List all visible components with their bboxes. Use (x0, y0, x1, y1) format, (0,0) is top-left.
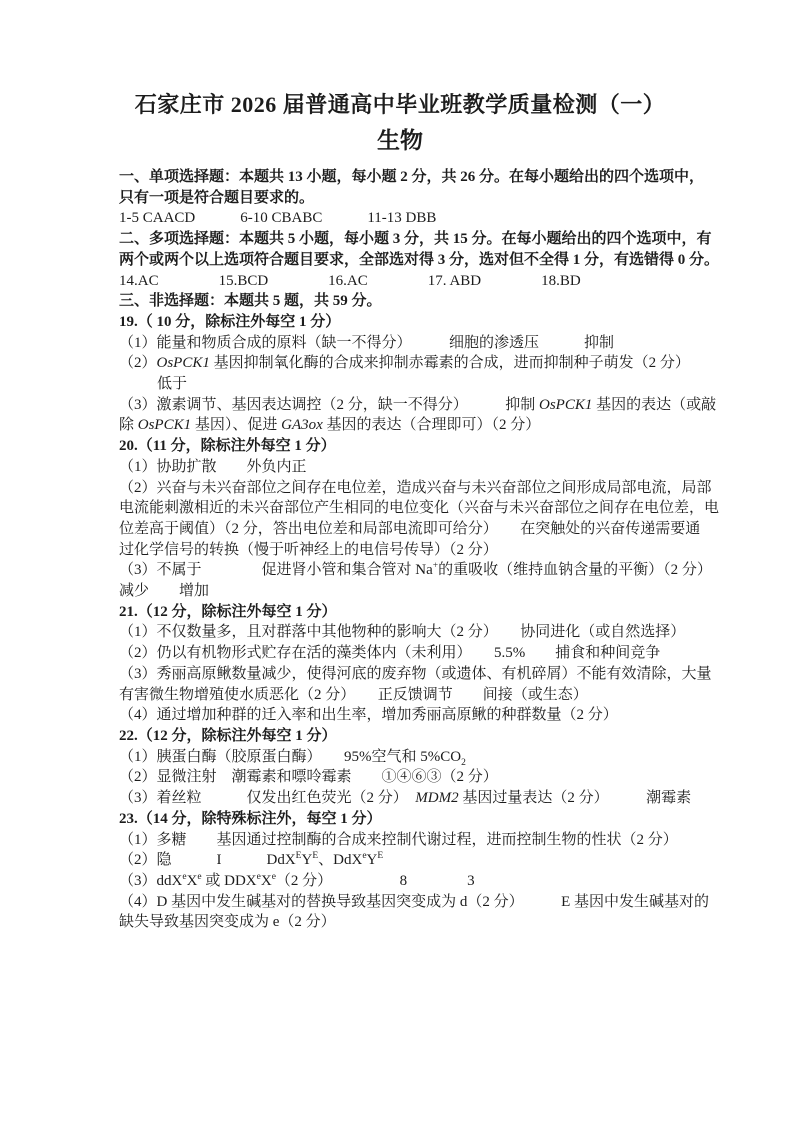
text-line (119, 809, 681, 830)
script-text: e (271, 871, 276, 882)
line-text: X (260, 872, 272, 889)
text-line (119, 498, 720, 519)
line-text: （3）秀丽高原鳅数量减少，使得河底的废弃物（或遗体、有机碎屑）不能有效清除，大量 (119, 665, 712, 682)
line-text: 电流能刺激相近的未兴奋部位产生相同的电位变化（兴奋与未兴奋部位之间存在电位差，电 (119, 500, 720, 517)
script-text: 2 (461, 757, 466, 768)
line-text: （3）ddX (119, 872, 183, 889)
line-text: Y (301, 852, 313, 869)
line-text: （2）兴奋与未兴奋部位之间存在电位差，造成兴奋与未兴奋部位之间形成局部电流，局部 (119, 479, 712, 496)
text-line (119, 374, 681, 395)
document-content (119, 88, 720, 933)
line-text: 缺失导致基因突变成为 e（2 分） (119, 914, 336, 931)
gene-name: OsPCK1 (137, 417, 192, 434)
line-text: （1）多糖 基因通过控制酶的合成来控制代谢过程，进而控制生物的性状（2 分） (119, 831, 678, 848)
script-text: E (295, 851, 302, 862)
script-text: e (197, 871, 202, 882)
line-text: （1）协助扩散 外负内正 (119, 458, 307, 475)
line-text: 的重吸收（维持血钠含量的平衡）（2 分） (438, 562, 712, 579)
text-line (119, 581, 681, 602)
line-text: 19.（ 10 分，除标注外每空 1 分） (119, 313, 341, 330)
line-text: 两个或两个以上选项符合题目要求，全部选对得 3 分，选对但不全得 1 分，有选错得 0 分。 (119, 251, 720, 268)
text-line (119, 353, 690, 374)
line-text: （2）仍以有机物形式贮存在活的藻类体内（未利用） 5.5% 捕食和种间竞争 (119, 645, 661, 662)
line-text: 减少 增加 (119, 583, 210, 600)
gene-name: OsPCK1 (539, 396, 593, 413)
text-line (119, 767, 681, 788)
line-text: 低于 (157, 376, 188, 393)
line-text: （2）隐 I DdX (119, 852, 296, 869)
line-text: 20.（11 分，除标注外每空 1 分） (119, 438, 336, 455)
line-text: 或 DDX (201, 872, 257, 889)
text-line (119, 664, 712, 685)
line-text: 有害微生物增殖使水质恶化（2 分） 正反馈调节 间接（或生态） (119, 686, 588, 703)
text-line (119, 291, 681, 312)
text-line (119, 478, 712, 499)
text-line (119, 643, 681, 664)
line-text: （3）激素调节、基因表达调控（2 分，缺一不得分） 抑制 (119, 396, 540, 413)
text-line (119, 622, 686, 643)
text-line (119, 395, 717, 416)
text-line (119, 560, 712, 581)
exam-subject: 生物 (377, 128, 423, 153)
line-text: （1）胰蛋白酶（胶原蛋白酶） 95%空气和 5%CO (119, 748, 462, 765)
script-text: e (256, 871, 261, 882)
script-text: e (362, 851, 367, 862)
line-text: 只有一项是符合题目要求的。 (119, 189, 315, 206)
text-line (119, 229, 712, 250)
line-text: Y (366, 852, 378, 869)
text-line (119, 271, 681, 292)
gene-name: GA3ox (281, 417, 323, 434)
exam-title: 石家庄市 2026 届普通高中毕业班教学质量检测（一） (134, 92, 666, 117)
script-text: E (377, 851, 384, 862)
line-text: 二、多项选择题：本题共 5 小题，每小题 3 分，共 15 分。在每小题给出的四个选项中，有 (119, 231, 712, 248)
script-text: e (182, 871, 187, 882)
line-text: （2 分） 8 3 (275, 872, 475, 889)
text-line (119, 685, 681, 706)
line-text: X (186, 872, 198, 889)
line-text: 基因抑制氧化酶的合成来抑制赤霉素的合成，进而抑制种子萌发（2 分） (209, 355, 690, 372)
text-line (119, 167, 705, 188)
line-text: 基因的表达（合理即可）（2 分） (322, 417, 541, 434)
line-text: （4）D 基因中发生碱基对的替换导致基因突变成为 d（2 分） E 基因中发生碱基对的 (119, 893, 709, 910)
line-text: 基因的表达（或敲 (592, 396, 717, 413)
line-text: 除 (119, 417, 138, 434)
line-text: （1）能量和物质合成的原料（缺一不得分） 细胞的渗透压 抑制 (119, 334, 615, 351)
line-text: 三、非选择题：本题共 5 题，共 59 分。 (119, 293, 382, 310)
text-line (119, 788, 692, 809)
text-line (119, 333, 681, 354)
text-line (119, 892, 709, 913)
answer-lines (119, 167, 720, 933)
line-text: （2） (119, 355, 157, 372)
text-line (119, 457, 681, 478)
gene-name: MDM2 (415, 790, 459, 807)
text-line (119, 519, 701, 540)
line-text: （1）不仅数量多，且对群落中其他物种的影响大（2 分） 协同进化（或自然选择） (119, 624, 686, 641)
text-line (119, 436, 681, 457)
line-text: 1-5 CAACD 6-10 CBABC 11-13 DBB (119, 210, 437, 227)
line-text: （3）着丝粒 仅发出红色荧光（2 分） (119, 790, 416, 807)
text-line (119, 726, 681, 747)
line-text: （2）显微注射 潮霉素和嘌呤霉素 ①④⑥③（2 分） (119, 769, 498, 786)
text-line (119, 850, 681, 871)
line-text: 22.（12 分，除标注外每空 1 分） (119, 727, 337, 744)
text-line (119, 871, 681, 892)
text-line (119, 415, 681, 436)
text-line (119, 830, 681, 851)
text-line (119, 312, 681, 333)
script-text: + (432, 561, 439, 572)
text-line (119, 208, 681, 229)
line-text: 基因过量表达（2 分） 潮霉素 (458, 790, 692, 807)
line-text: 基因）、促进 (191, 417, 282, 434)
line-text: （4）通过增加种群的迁入率和出生率，增加秀丽高原鳅的种群数量（2 分） (119, 707, 618, 724)
line-text: 、DdX (318, 852, 363, 869)
text-line (119, 705, 681, 726)
line-text: 23.（14 分，除特殊标注外，每空 1 分） (119, 810, 382, 827)
text-line (119, 747, 681, 768)
line-text: 位差高于阈值）（2 分，答出电位差和局部电流即可给分） 在突触处的兴奋传递需要通 (119, 520, 701, 537)
line-text: 一、单项选择题：本题共 13 小题，每小题 2 分，共 26 分。在每小题给出的四个选项中， (119, 169, 705, 185)
line-text: 过化学信号的转换（慢于听神经上的电信号传导）（2 分） (119, 541, 498, 558)
text-line (119, 912, 681, 933)
text-line (119, 188, 681, 209)
text-line (119, 602, 681, 623)
line-text: 21.（12 分，除标注外每空 1 分） (119, 603, 337, 620)
line-text: （3）不属于 促进肾小管和集合管对 Na (119, 562, 433, 579)
script-text: E (312, 851, 319, 862)
text-line (119, 250, 720, 271)
gene-name: OsPCK1 (156, 355, 210, 372)
line-text: 14.AC 15.BCD 16.AC 17. ABD 18.BD (119, 272, 581, 289)
text-line (119, 540, 681, 561)
